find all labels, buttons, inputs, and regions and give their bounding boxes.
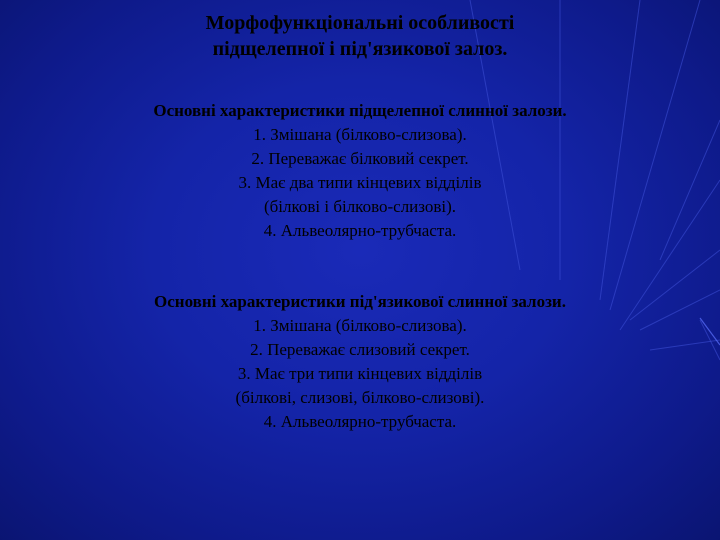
section-heading: Основні характеристики під'язикової слинної залози. [154, 292, 566, 311]
list-item: 3. Має три типи кінцевих відділів [237, 364, 483, 383]
title-line-1: Морфофункціональні особливості [205, 12, 515, 34]
section-sublingual-gland [0, 290, 720, 434]
list-item: 2. Переважає білковий секрет. [251, 149, 469, 168]
section-heading: Основні характеристики підщелепної слинної залози. [153, 101, 567, 120]
list-item: 4. Альвеолярно-трубчаста. [263, 412, 457, 431]
list-item: (білкові, слизові, білково-слизові). [235, 388, 485, 407]
list-item: 1. Змішана (білково-слизова). [253, 316, 467, 335]
title-line-2: підщелепної і під'язикової залоз. [212, 38, 508, 60]
list-item: 1. Змішана (білково-слизова). [253, 125, 467, 144]
list-item: 2. Переважає слизовий секрет. [250, 340, 470, 359]
list-item: (білкові і білково-слизові). [263, 197, 457, 216]
section-submandibular-gland [0, 99, 720, 243]
slide-title [0, 10, 720, 62]
list-item: 3. Має два типи кінцевих відділів [238, 173, 482, 192]
list-item: 4. Альвеолярно-трубчаста. [263, 221, 457, 240]
